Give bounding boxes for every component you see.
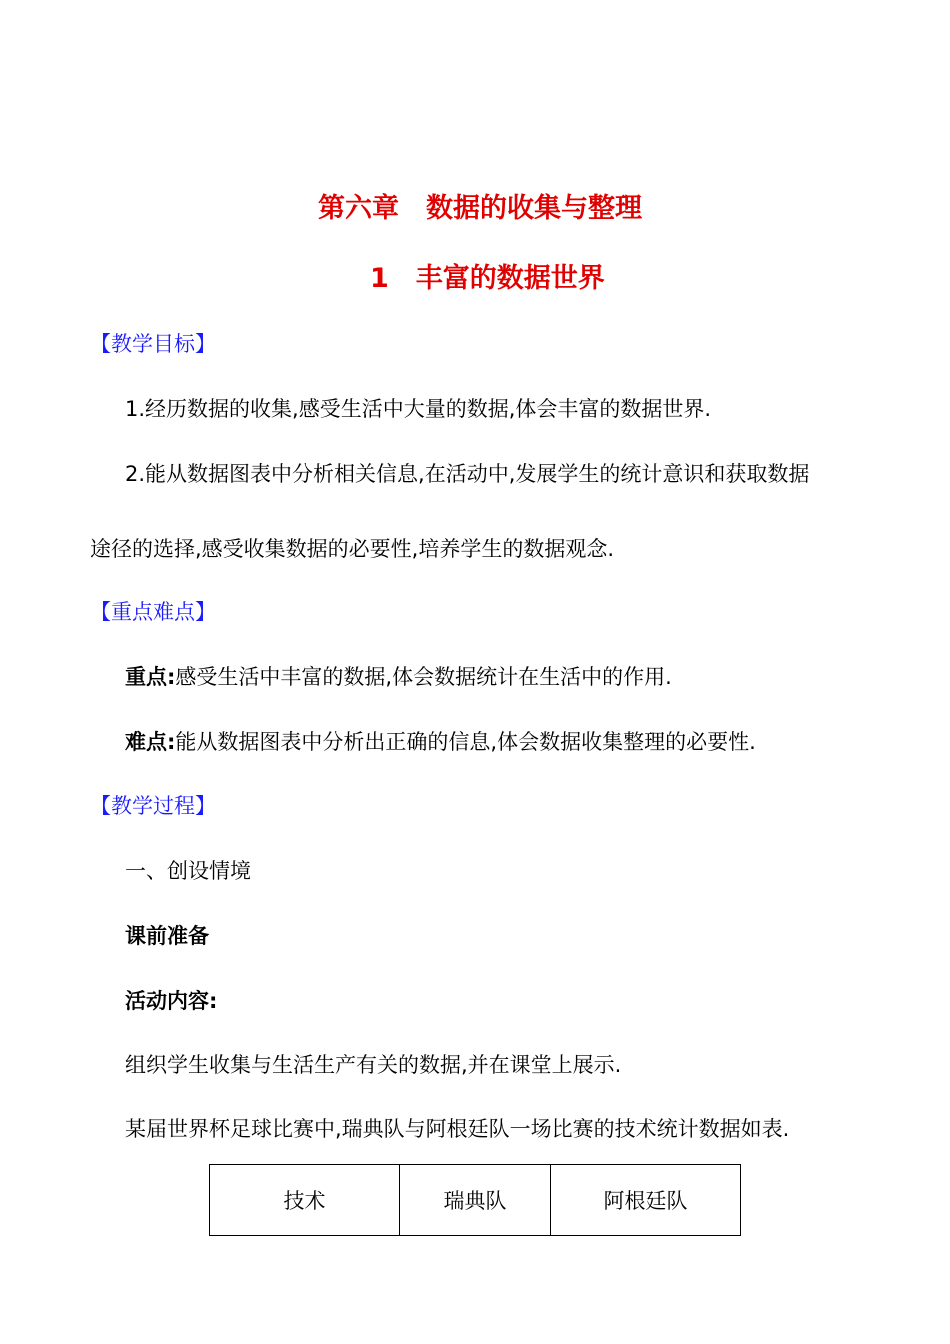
section-heading-key-points: 【重点难点】 [90, 600, 216, 624]
key-point-text: 感受生活中丰富的数据,体会数据统计在生活中的作用. [175, 665, 672, 689]
section-heading-process: 【教学过程】 [90, 794, 216, 818]
table-header-row [210, 1165, 741, 1236]
example-text: 某届世界杯足球比赛中,瑞典队与阿根廷队一场比赛的技术统计数据如表. [125, 1117, 790, 1141]
objective-item-2-line-2: 途径的选择,感受收集数据的必要性,培养学生的数据观念. [90, 537, 615, 561]
activity-text: 组织学生收集与生活生产有关的数据,并在课堂上展示. [125, 1053, 622, 1077]
objective-item-2-line-1: 2.能从数据图表中分析相关信息,在活动中,发展学生的统计意识和获取数据 [125, 462, 810, 486]
table-header-technique: 技术 [210, 1165, 400, 1236]
lesson-title: 1 丰富的数据世界 [370, 263, 605, 294]
difficulty-label: 难点: [125, 730, 176, 754]
process-step-1: 一、创设情境 [125, 859, 251, 883]
difficulty-text: 能从数据图表中分析出正确的信息,体会数据收集整理的必要性. [175, 730, 756, 754]
table-header-sweden: 瑞典队 [400, 1165, 551, 1236]
key-point [125, 661, 672, 691]
technical-stats-table [209, 1164, 741, 1236]
section-heading-objectives: 【教学目标】 [90, 332, 216, 356]
key-point-label: 重点: [125, 665, 176, 689]
prep-heading: 课前准备 [125, 924, 209, 948]
activity-heading: 活动内容: [125, 989, 218, 1013]
difficulty-point [125, 726, 756, 756]
table-header-argentina: 阿根廷队 [551, 1165, 741, 1236]
objective-item-1: 1.经历数据的收集,感受生活中大量的数据,体会丰富的数据世界. [125, 397, 712, 421]
chapter-title: 第六章 数据的收集与整理 [318, 193, 642, 224]
